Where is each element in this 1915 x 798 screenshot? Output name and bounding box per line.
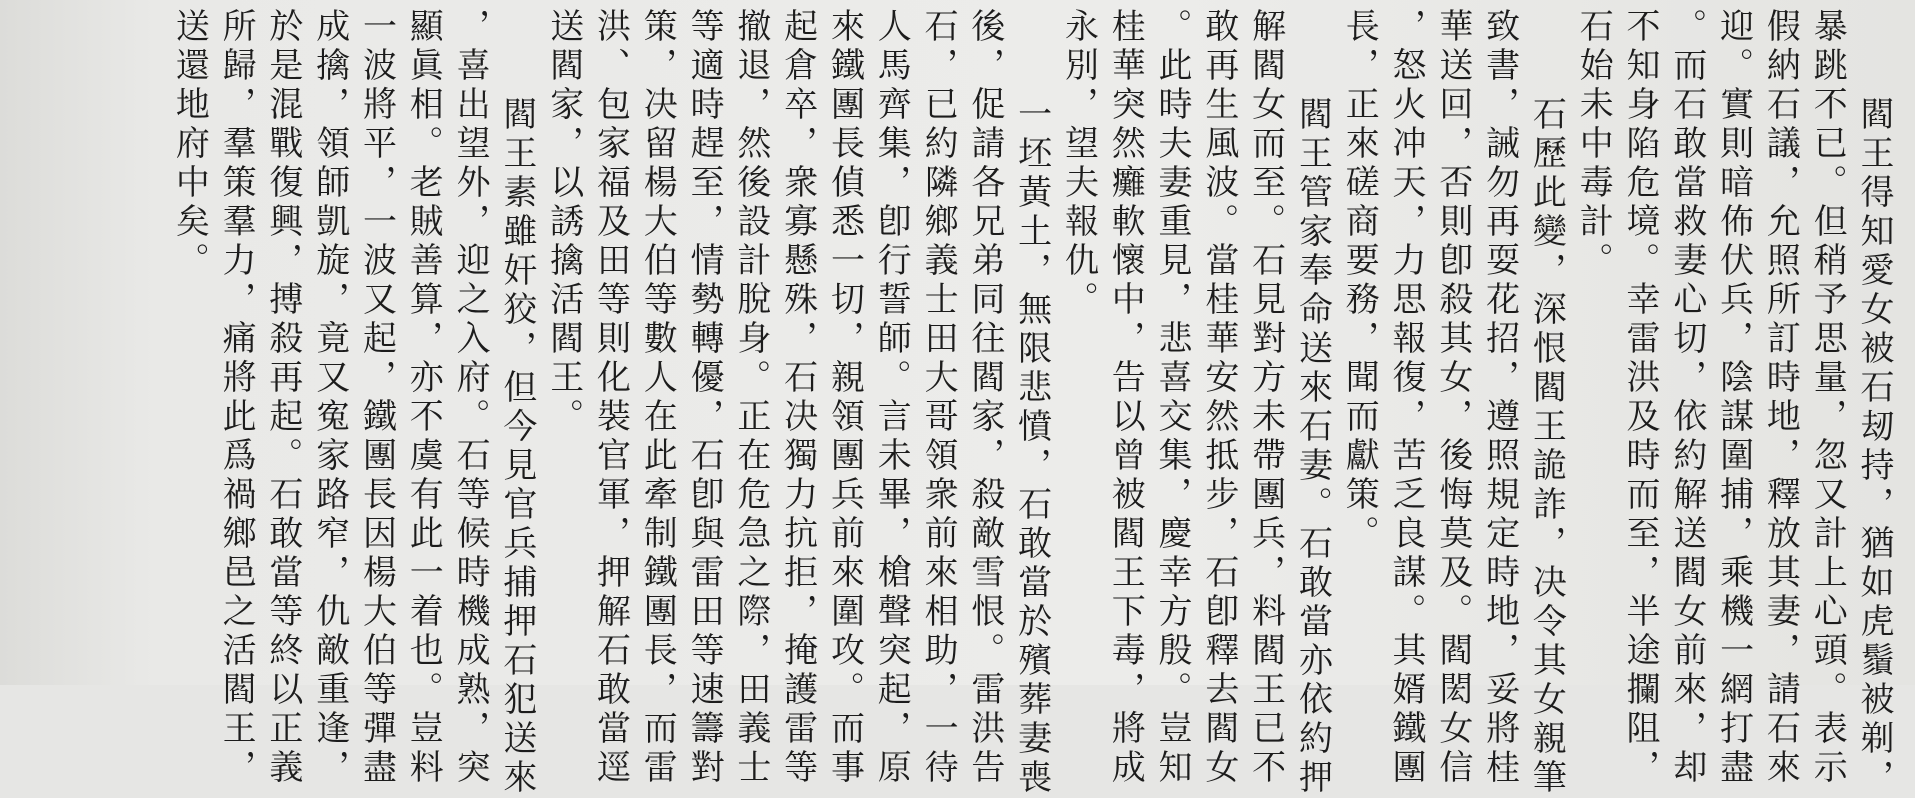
text-column: 洪、包家福及田等則化裝官軍，押解石敢當逕 — [590, 8, 631, 788]
text-column: 長，正來磋商要務，聞而獻策。 — [1339, 8, 1380, 554]
text-column: 起倉卒，衆寡懸殊，石决獨力抗拒，掩護雷等 — [777, 8, 818, 788]
text-column: ，怒火冲天，力思報復，苦乏良謀。其婿鐵團 — [1386, 8, 1427, 788]
text-column: 後，促請各兄弟同往閻家，殺敵雪恨。雷洪告 — [964, 8, 1005, 788]
text-column: 於是混戰復興，搏殺再起。石敢當等終以正義 — [262, 8, 303, 788]
text-column: 成擒，領師凱旋，竟又寃家路窄，仇敵重逢， — [309, 8, 350, 788]
text-column: 一坯黃土，無限悲憤，石敢當於殯葬妻喪 — [1011, 96, 1052, 798]
text-column: 閻王管家奉命送來石妻。石敢當亦依約押 — [1292, 96, 1333, 798]
text-column: 人馬齊集，卽行誓師。言未畢，槍聲突起，原 — [871, 8, 912, 788]
vertical-text-block — [166, 8, 1897, 798]
text-column: 假納石議，允照所訂時地，釋放其妻，請石來 — [1760, 8, 1801, 788]
text-column: 石始未中毒計。 — [1573, 8, 1614, 281]
text-column: 等適時趕至，情勢轉優，石卽與雷田等速籌對 — [684, 8, 725, 788]
text-column: 顯眞相。老賊善算，亦不虞有此一着也。豈料 — [403, 8, 444, 788]
text-column: ，喜出望外，迎之入府。石等候時機成熟，突 — [450, 8, 491, 788]
text-column: 華送回，否則卽殺其女，後悔莫及。閻閎女信 — [1432, 8, 1473, 788]
text-column: 不知身陷危境。幸雷洪及時而至，半途攔阻， — [1620, 8, 1661, 788]
text-column: 一波將平，一波又起，鐵團長因楊大伯等彈盡 — [356, 8, 397, 788]
text-column: 策，决留楊大伯等數人在此牽制鐵團長，而雷 — [637, 8, 678, 788]
text-column: 閻王素雖奸狡，但今見官兵捕押石犯送來 — [496, 96, 537, 798]
text-column: 石歷此變，深恨閻王詭詐，决令其女親筆 — [1526, 96, 1567, 798]
text-column: 送還地府中矣。 — [169, 8, 210, 281]
text-column: 致書，誡勿再耍花招，遵照規定時地，妥將桂 — [1479, 8, 1520, 788]
text-column: 解閻女而至。石見對方未帶團兵，料閻王已不 — [1245, 8, 1286, 788]
text-column: 迎。實則暗佈伏兵，陰謀圍捕，乘機一網打盡 — [1713, 8, 1754, 788]
text-column: 桂華突然癱軟懷中，告以曾被閻王下毒，將成 — [1105, 8, 1146, 788]
text-column: 。此時夫妻重見，悲喜交集，慶幸方殷。豈知 — [1152, 8, 1193, 788]
text-column: 石，已約隣鄉義士田大哥領衆前來相助，一待 — [918, 8, 959, 788]
text-column: 來鐵團長偵悉一切，親領團兵前來圍攻。而事 — [824, 8, 865, 788]
text-column: 永別，望夫報仇。 — [1058, 8, 1099, 320]
text-column: 敢再生風波。當桂華安然抵步，石卽釋去閻女 — [1198, 8, 1239, 788]
text-column: 撤退，然後設計脫身。正在危急之際，田義士 — [730, 8, 771, 788]
text-column: 所歸，羣策羣力，痛將此爲禍鄉邑之活閻王， — [216, 8, 257, 788]
text-column: 閻王得知愛女被石刼持，猶如虎鬚被剃， — [1854, 96, 1894, 798]
text-column: 送閻家，以誘擒活閻王。 — [543, 8, 584, 437]
text-column: 。而石敢當救妻心切，依約解送閻女前來，却 — [1666, 8, 1707, 788]
text-column: 暴跳不已。但稍予思量，忽又計上心頭。表示 — [1807, 8, 1848, 788]
